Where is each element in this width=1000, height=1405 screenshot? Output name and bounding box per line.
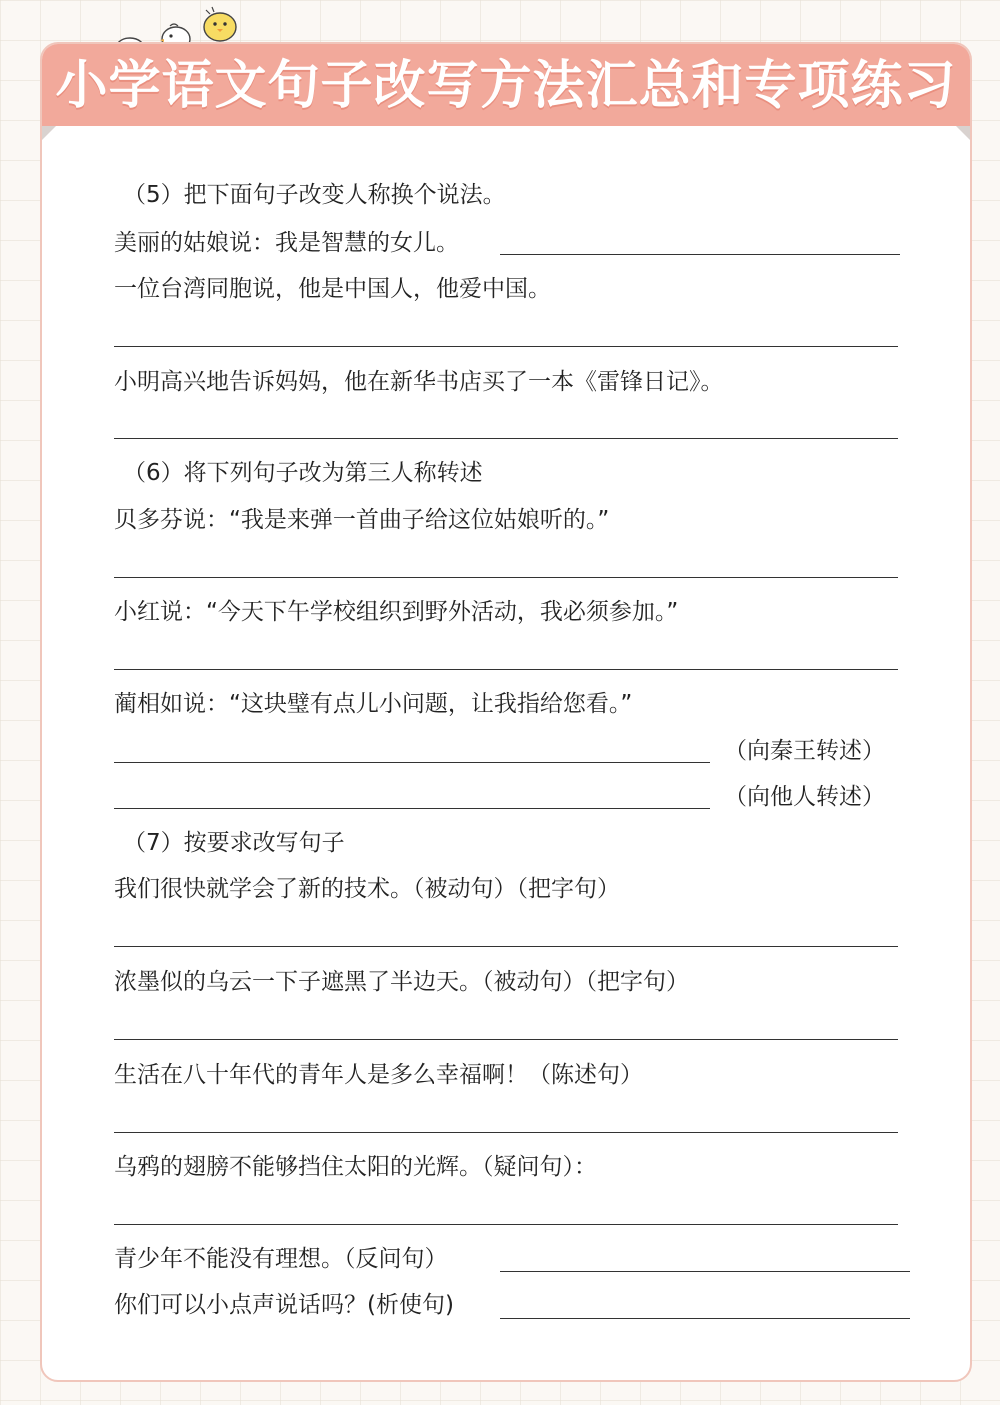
banner-fold-right — [956, 126, 970, 140]
section5-question-2: 一位台湾同胞说，他是中国人，他爱中国。 — [114, 276, 551, 302]
answer-blank[interactable] — [114, 1132, 898, 1133]
section7-question-3: 生活在八十年代的青年人是多么幸福啊！（陈述句） — [114, 1062, 643, 1088]
section6-note-2: （向他人转述） — [724, 784, 885, 810]
section5-question-1: 美丽的姑娘说：我是智慧的女儿。 — [114, 230, 459, 256]
answer-blank[interactable] — [114, 946, 898, 947]
answer-blank[interactable] — [500, 254, 900, 255]
title-banner — [42, 44, 970, 126]
section5-heading: （5）把下面句子改变人称换个说法。 — [123, 182, 506, 208]
section6-heading: （6）将下列句子改为第三人称转述 — [123, 460, 483, 486]
answer-blank[interactable] — [500, 1271, 910, 1272]
section6-question-2: 小红说：“今天下午学校组织到野外活动，我必须参加。” — [114, 599, 679, 625]
section7-heading: （7）按要求改写句子 — [123, 830, 345, 856]
answer-blank[interactable] — [114, 438, 898, 439]
section6-question-1: 贝多芬说：“我是来弹一首曲子给这位姑娘听的。” — [114, 507, 610, 533]
section7-question-1: 我们很快就学会了新的技术。（被动句）（把字句） — [114, 876, 620, 902]
answer-blank[interactable] — [500, 1318, 910, 1319]
section5-question-3: 小明高兴地告诉妈妈，他在新华书店买了一本《雷锋日记》。 — [114, 369, 724, 395]
answer-blank[interactable] — [114, 808, 710, 809]
banner-fold-left — [42, 126, 56, 140]
section6-note-1: （向秦王转述） — [724, 738, 885, 764]
page-title: 小学语文句子改写方法汇总和专项练习 — [55, 56, 957, 116]
answer-blank[interactable] — [114, 1039, 898, 1040]
answer-blank[interactable] — [114, 1224, 898, 1225]
section7-question-2: 浓墨似的乌云一下子遮黑了半边天。（被动句）（把字句） — [114, 969, 689, 995]
section7-question-5: 青少年不能没有理想。（反问句） — [114, 1246, 448, 1272]
answer-blank[interactable] — [114, 577, 898, 578]
answer-blank[interactable] — [114, 762, 710, 763]
answer-blank[interactable] — [114, 669, 898, 670]
chick-icon-right — [196, 4, 242, 44]
answer-blank[interactable] — [114, 346, 898, 347]
section7-question-6: 你们可以小点声说话吗？(析使句) — [114, 1292, 454, 1318]
section6-question-3: 蔺相如说：“这块璧有点儿小问题，让我指给您看。” — [114, 691, 633, 717]
section7-question-4: 乌鸦的翅膀不能够挡住太阳的光辉。（疑问句）： — [114, 1154, 597, 1180]
